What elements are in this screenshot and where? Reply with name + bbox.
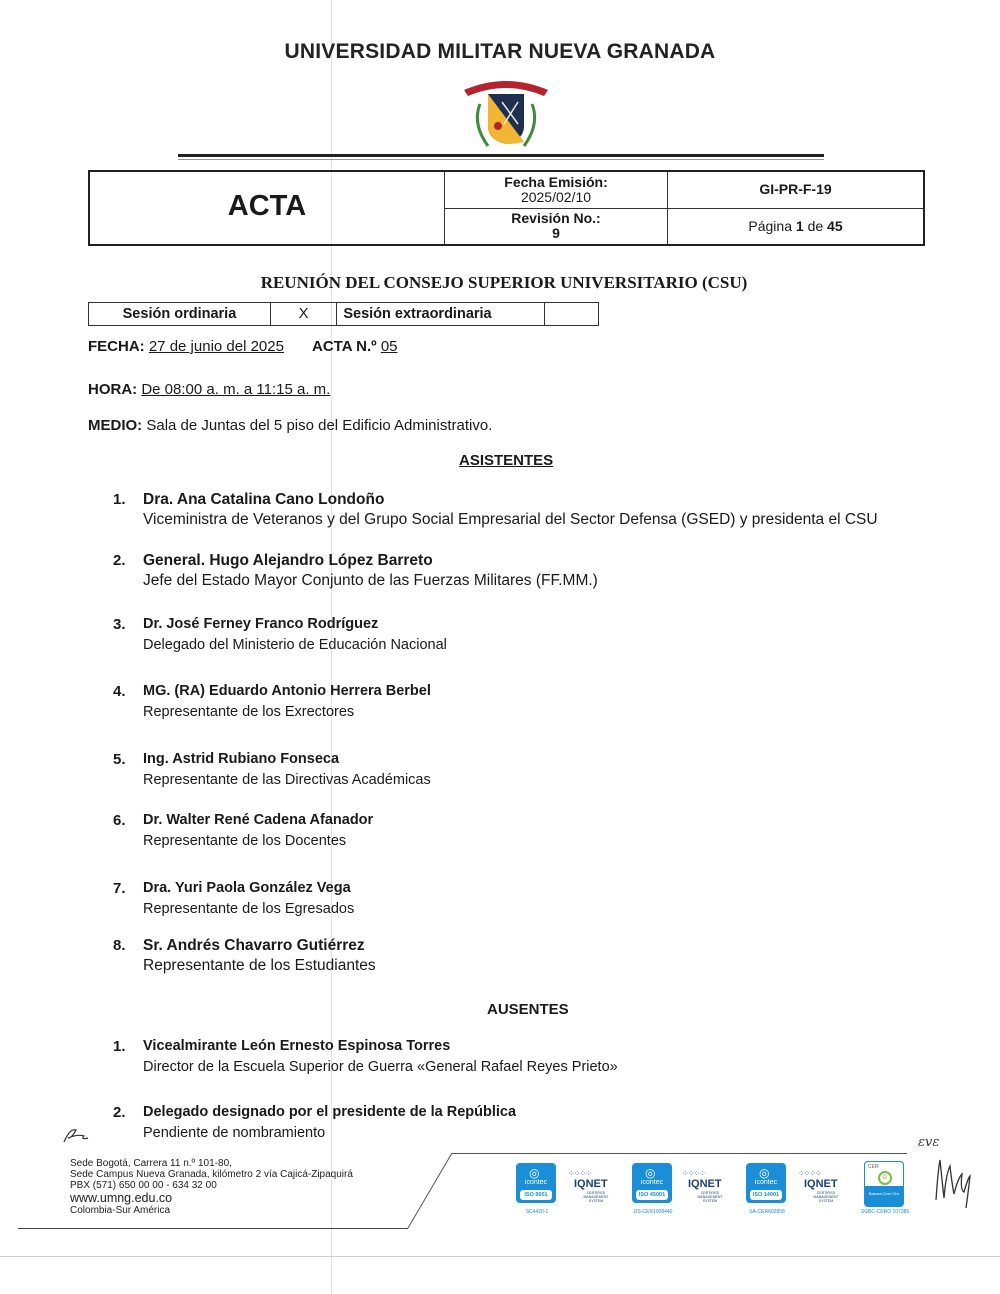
fecha-field bbox=[88, 338, 284, 355]
cert-sub: CERTIFIED MANAGEMENT SYSTEM bbox=[583, 1191, 609, 1203]
page-total: 45 bbox=[827, 217, 843, 234]
cert-standard: ISO 14001 bbox=[750, 1190, 782, 1200]
icontec-iso45001-logo bbox=[632, 1163, 674, 1215]
institution-name: UNIVERSIDAD MILITAR NUEVA GRANADA bbox=[284, 40, 716, 63]
ausentes-heading: AUSENTES bbox=[487, 1001, 569, 1018]
cert-standard: ISO 45001 bbox=[636, 1190, 668, 1200]
document-type-cell bbox=[89, 171, 445, 245]
asistente-role: Representante de los Exrectores bbox=[143, 704, 355, 720]
medio-label: MEDIO: bbox=[88, 417, 143, 434]
page-number-cell bbox=[668, 208, 925, 245]
acta-number-value: 05 bbox=[380, 338, 398, 355]
asistente-name: Ing. Astrid Rubiano Fonseca bbox=[143, 751, 340, 767]
fecha-emision-label: Fecha Emisión: bbox=[504, 173, 608, 190]
hora-label: HORA: bbox=[88, 381, 138, 398]
cert-brand: icontec bbox=[524, 1179, 548, 1186]
footer-bottom-divider bbox=[18, 1228, 408, 1229]
document-header-table bbox=[88, 170, 925, 246]
session-extraordinaria-mark bbox=[544, 303, 598, 326]
university-crest-icon bbox=[458, 74, 554, 150]
asistente-role: Representante de las Directivas Académicas bbox=[143, 772, 431, 788]
asistente-name: Dr. José Ferney Franco Rodríguez bbox=[143, 616, 379, 632]
cert-standard: Basura Cero Oro bbox=[868, 1191, 900, 1196]
ausente-name: Vicealmirante León Ernesto Espinosa Torres bbox=[143, 1038, 451, 1054]
address-line-2: Sede Campus Nueva Granada, kilómetro 2 vía Cajicá-Zipaquirá bbox=[70, 1169, 353, 1180]
iqnet-logo bbox=[682, 1169, 734, 1201]
handwritten-signature-icon bbox=[930, 1150, 980, 1210]
basura-cero-logo bbox=[860, 1161, 910, 1215]
header-divider-thin bbox=[178, 159, 824, 160]
iqnet-dots-icon: ⁘⁘⁘⁘ bbox=[568, 1169, 591, 1178]
asistente-name: MG. (RA) Eduardo Antonio Herrera Berbel bbox=[143, 683, 431, 699]
asistente-role: Representante de los Docentes bbox=[143, 833, 347, 849]
session-ordinaria-label: Sesión ordinaria bbox=[89, 303, 271, 326]
asistente-role: Viceministra de Veteranos y del Grupo Social Empresarial del Sector Defensa (GSED) y presidenta el CSU bbox=[143, 511, 878, 528]
cert-code: SC4420-1 bbox=[525, 1209, 549, 1215]
asistentes-heading: ASISTENTES bbox=[459, 452, 554, 469]
cert-code: SA-CER602858 bbox=[749, 1209, 785, 1215]
fecha-label: FECHA: bbox=[88, 338, 145, 355]
asistente-name: Dr. Walter René Cadena Afanador bbox=[143, 812, 374, 828]
iqnet-logo bbox=[568, 1169, 620, 1201]
revision-cell bbox=[445, 208, 668, 245]
cert-code: OS-CER1008440 bbox=[633, 1209, 673, 1215]
cert-sub: CERTIFIED MANAGEMENT SYSTEM bbox=[697, 1191, 723, 1203]
item-number: 5. bbox=[113, 751, 126, 768]
meeting-title: REUNIÓN DEL CONSEJO SUPERIOR UNIVERSITARIO (CSU) bbox=[260, 273, 748, 292]
cert-brand: icontec bbox=[640, 1179, 664, 1186]
acta-number-label: ACTA N.º bbox=[312, 338, 377, 355]
cert-brand: CER bbox=[868, 1164, 879, 1170]
document-code: GI-PR-F-19 bbox=[668, 171, 925, 208]
medio-field bbox=[88, 417, 492, 434]
acta-number-field bbox=[312, 338, 398, 355]
icontec-iso14001-logo bbox=[746, 1163, 788, 1215]
icontec-icon: ◎ bbox=[759, 1166, 770, 1180]
footer-top-divider bbox=[452, 1153, 907, 1154]
header-divider bbox=[178, 154, 824, 157]
page-sep: de bbox=[807, 217, 824, 234]
ausente-role: Director de la Escuela Superior de Guerra «General Rafael Reyes Prieto» bbox=[143, 1059, 618, 1075]
cert-brand: IQNET bbox=[574, 1178, 608, 1190]
phone-line: PBX (571) 650 00 00 - 634 32 00 bbox=[70, 1180, 217, 1191]
item-number: 1. bbox=[113, 1038, 126, 1055]
footer-address-block bbox=[70, 1158, 353, 1216]
initials-signature-icon bbox=[62, 1124, 92, 1144]
footer-slash-divider bbox=[400, 1152, 490, 1232]
ausente-role: Pendiente de nombramiento bbox=[143, 1125, 326, 1141]
cert-code: SGBC-CERO 107385 bbox=[860, 1209, 910, 1215]
session-extraordinaria-label: Sesión extraordinaria bbox=[337, 303, 544, 326]
iqnet-dots-icon: ⁘⁘⁘⁘ bbox=[798, 1169, 821, 1178]
asistente-name: Dra. Ana Catalina Cano Londoño bbox=[143, 491, 385, 508]
item-number: 6. bbox=[113, 812, 126, 829]
asistente-name: General. Hugo Alejandro López Barreto bbox=[143, 552, 433, 569]
item-number: 2. bbox=[113, 552, 126, 569]
cert-standard: ISO 9001 bbox=[520, 1190, 552, 1200]
zero-waste-icon: 0 bbox=[878, 1171, 892, 1185]
fecha-value: 27 de junio del 2025 bbox=[148, 338, 284, 355]
icontec-iso9001-logo bbox=[516, 1163, 558, 1215]
hora-field bbox=[88, 381, 330, 398]
session-type-table bbox=[88, 302, 599, 326]
asistente-role: Jefe del Estado Mayor Conjunto de las Fuerzas Militares (FF.MM.) bbox=[143, 572, 598, 589]
page-bottom-edge bbox=[0, 1256, 1000, 1257]
icontec-icon: ◎ bbox=[529, 1166, 540, 1180]
item-number: 2. bbox=[113, 1104, 126, 1121]
document-type: ACTA bbox=[227, 189, 307, 222]
cert-brand: icontec bbox=[754, 1179, 778, 1186]
asistente-role: Delegado del Ministerio de Educación Nacional bbox=[143, 637, 447, 653]
asistente-role: Representante de los Egresados bbox=[143, 901, 355, 917]
address-line-1: Sede Bogotá, Carrera 11 n.º 101-80, bbox=[70, 1158, 232, 1169]
page-current: 1 bbox=[795, 217, 804, 234]
item-number: 8. bbox=[113, 937, 126, 954]
website-link[interactable]: www.umng.edu.co bbox=[70, 1191, 173, 1205]
cert-brand: IQNET bbox=[804, 1178, 838, 1190]
asistente-name: Sr. Andrés Chavarro Gutiérrez bbox=[143, 937, 365, 954]
asistente-role: Representante de los Estudiantes bbox=[143, 957, 376, 974]
cert-brand: IQNET bbox=[688, 1178, 722, 1190]
iqnet-logo bbox=[798, 1169, 850, 1201]
medio-value: Sala de Juntas del 5 piso del Edificio Administrativo. bbox=[146, 417, 493, 434]
revision-value: 9 bbox=[552, 225, 560, 242]
item-number: 1. bbox=[113, 491, 126, 508]
item-number: 3. bbox=[113, 616, 126, 633]
item-number: 4. bbox=[113, 683, 126, 700]
revision-label: Revisión No.: bbox=[511, 210, 601, 227]
session-ordinaria-mark: X bbox=[270, 303, 336, 326]
initials-mark: ɛvɛ bbox=[918, 1135, 940, 1150]
cert-sub: CERTIFIED MANAGEMENT SYSTEM bbox=[813, 1191, 839, 1203]
fecha-emision-cell bbox=[445, 171, 668, 208]
page-prefix: Página bbox=[748, 217, 792, 234]
fecha-emision-value: 2025/02/10 bbox=[520, 188, 592, 205]
certification-logos bbox=[514, 1163, 914, 1223]
asistente-name: Dra. Yuri Paola González Vega bbox=[143, 880, 351, 896]
item-number: 7. bbox=[113, 880, 126, 897]
country-line: Colombia-Sur América bbox=[70, 1205, 171, 1216]
hora-value: De 08:00 a. m. a 11:15 a. m. bbox=[141, 381, 331, 398]
ausente-name: Delegado designado por el presidente de la República bbox=[143, 1104, 517, 1120]
icontec-icon: ◎ bbox=[645, 1166, 656, 1180]
iqnet-dots-icon: ⁘⁘⁘⁘ bbox=[682, 1169, 705, 1178]
